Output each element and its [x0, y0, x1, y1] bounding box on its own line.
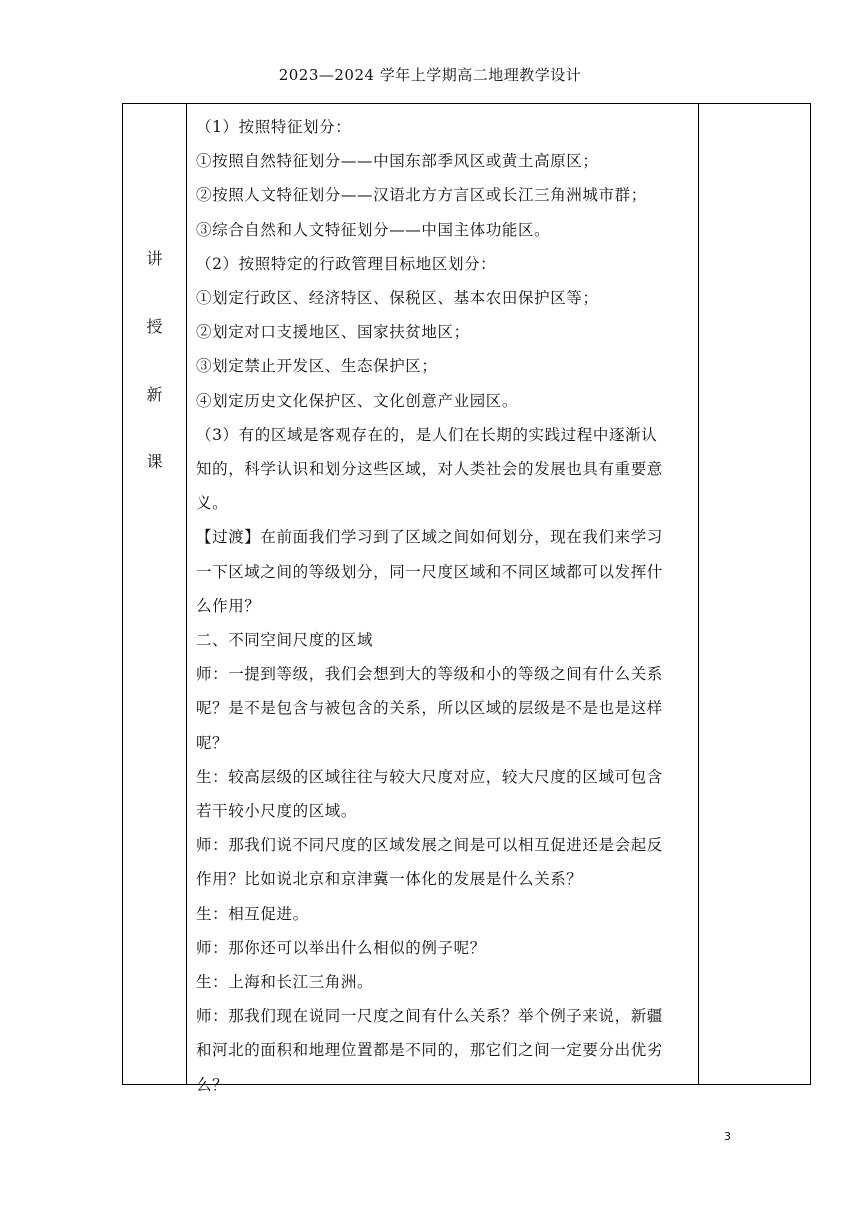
content-line: （3）有的区域是客观存在的，是人们在长期的实践过程中逐渐认 [196, 425, 658, 444]
content-line: ③划定禁止开发区、生态保护区； [196, 357, 438, 376]
content-line: 呢？是不是包含与被包含的关系，所以区域的层级是不是也是这样 [196, 699, 663, 718]
content-line: 师：那我们说不同尺度的区域发展之间是可以相互促进还是会起反 [196, 836, 663, 855]
content-line: 和河北的面积和地理位置都是不同的，那它们之间一定要分出优劣 [196, 1041, 663, 1060]
content-line: 若干较小尺度的区域。 [196, 802, 358, 821]
content-line: 生：上海和长江三角洲。 [196, 973, 374, 992]
page-number: 3 [724, 1130, 731, 1143]
content-line: 【过渡】在前面我们学习到了区域之间如何划分，现在我们来学习 [196, 528, 663, 547]
content-line: 师：那你还可以举出什么相似的例子呢？ [196, 938, 486, 957]
lesson-design-table [122, 103, 811, 1094]
content-line: 呢？ [196, 733, 229, 752]
content-line: （1）按照特征划分： [196, 118, 352, 136]
content-line: ②按照人文特征划分——汉语北方方言区或长江三角洲城市群； [196, 186, 647, 205]
section-label-char-4: 课 [146, 452, 163, 471]
content-line: 么？ [196, 1075, 229, 1094]
content-line: 作用？比如说北京和京津冀一体化的发展是什么关系？ [196, 870, 583, 889]
content-line: ④划定历史文化保护区、文化创意产业园区。 [196, 391, 519, 410]
content-line: 生：较高层级的区域往往与较大尺度对应，较大尺度的区域可包含 [196, 767, 663, 786]
content-line: 生：相互促进。 [196, 904, 309, 923]
content-line: 师：一提到等级，我们会想到大的等级和小的等级之间有什么关系 [196, 665, 663, 684]
table-column-divider-right [698, 104, 699, 1084]
content-line: 二、不同空间尺度的区域 [196, 631, 374, 650]
content-line: （2）按照特定的行政管理目标地区划分： [196, 254, 497, 273]
content-line: ①划定行政区、经济特区、保税区、基本农田保护区等； [196, 289, 599, 308]
content-line: 么作用？ [196, 596, 261, 615]
table-column-divider-left [186, 104, 187, 1084]
content-line: ②划定对口支援地区、国家扶贫地区； [196, 323, 470, 342]
content-line: 师：那我们现在说同一尺度之间有什么关系？举个例子来说，新疆 [196, 1007, 663, 1026]
section-label-char-1: 讲 [146, 249, 163, 268]
section-label-char-3: 新 [146, 385, 163, 404]
content-line: ③综合自然和人文特征划分——中国主体功能区。 [196, 220, 551, 239]
content-line: ①按照自然特征划分——中国东部季风区或黄土高原区； [196, 152, 599, 171]
document-header-title: 2023—2024 学年上学期高二地理教学设计 [278, 66, 582, 84]
content-line: 知的，科学认识和划分这些区域，对人类社会的发展也具有重要意 [196, 460, 663, 479]
content-line: 一下区域之间的等级划分，同一尺度区域和不同区域都可以发挥什 [196, 562, 663, 581]
lesson-content [196, 110, 692, 1102]
section-label-char-2: 授 [146, 317, 163, 336]
content-line: 义。 [196, 494, 229, 513]
